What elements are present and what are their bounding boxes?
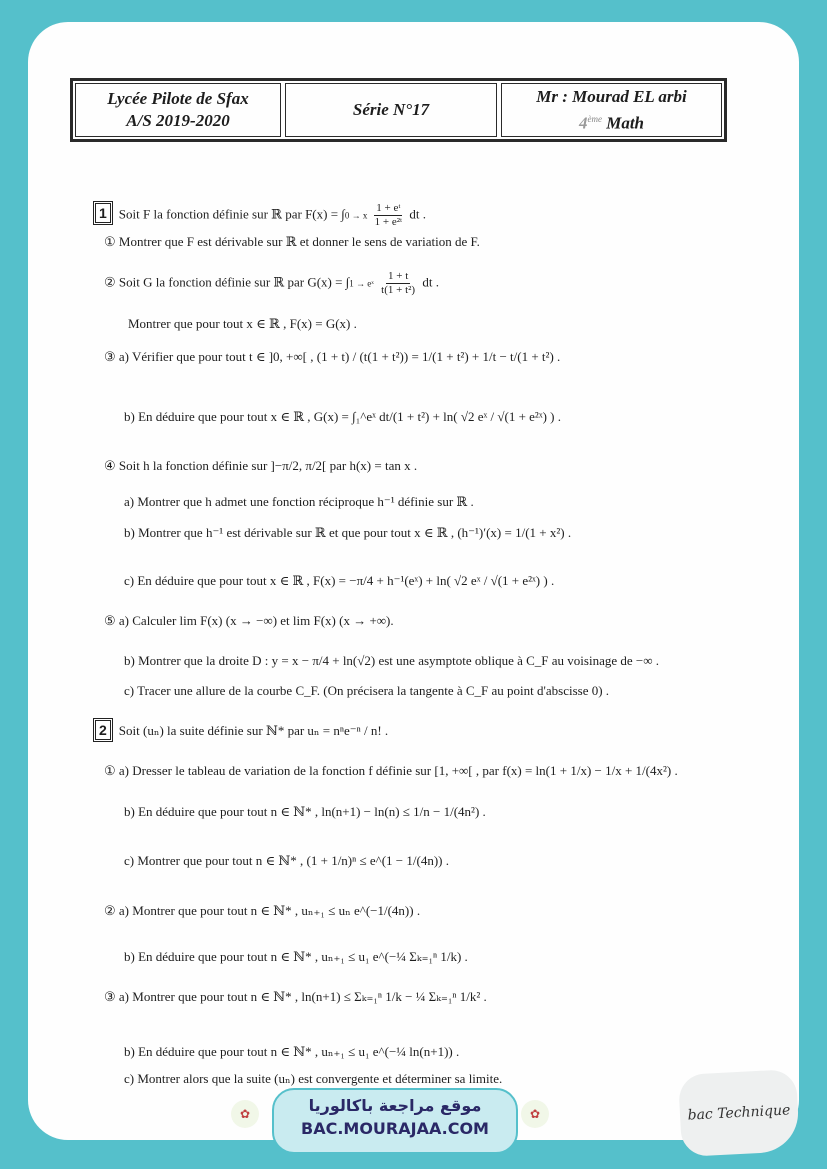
ex1-q4: ④ Soit h la fonction définie sur ]−π/2, π/2[ par h(x) = tan x . bbox=[104, 458, 418, 473]
ex2-q2b: b) En déduire que pour tout n ∈ ℕ* , uₙ₊₁ ≤ u₁ e^(−¼ Σₖ₌₁ⁿ 1/k) . bbox=[124, 949, 468, 964]
ex1-intro: 1 Soit F la fonction définie sur ℝ par F(x) = ∫0 → x $\frac{\text{1 + eᵗ}}{\text{1 + e²ᵗ}}$ dt . bbox=[95, 202, 426, 229]
ex1-q4b: b) Montrer que h⁻¹ est dérivable sur ℝ et que pour tout x ∈ ℝ , (h⁻¹)′(x) = 1/(1 + x²) . bbox=[124, 525, 572, 540]
header-teacher-cell bbox=[501, 83, 722, 137]
ex1-q4a: a) Montrer que h admet une fonction réciproque h⁻¹ définie sur ℝ . bbox=[124, 494, 474, 509]
site-logo-left-icon: ✿ bbox=[231, 1100, 259, 1128]
ex2-q3a: ③ a) Montrer que pour tout n ∈ ℕ* , ln(n+1) ≤ Σₖ₌₁ⁿ 1/k − ¼ Σₖ₌₁ⁿ 1/k² . bbox=[104, 989, 487, 1004]
site-badge[interactable] bbox=[272, 1088, 518, 1154]
ex2-q3b: b) En déduire que pour tout n ∈ ℕ* , uₙ₊₁ ≤ u₁ e^(−¼ ln(n+1)) . bbox=[124, 1044, 460, 1059]
ex1-q2-fraction: $\frac{1 + t}{\text{t(1 + t²)}}$ bbox=[381, 270, 416, 296]
ex1-q5a: ⑤ a) Calculer lim F(x) (x → −∞) et lim F(x) (x → +∞). bbox=[104, 613, 394, 628]
ex2-number: 2 bbox=[95, 720, 111, 740]
ex1-q5b: b) Montrer que la droite D : y = x − π/4 + ln(√2) est une asymptote oblique à C_F au voisinage de −∞ . bbox=[124, 653, 659, 668]
ex1-q2-def: ② Soit G la fonction définie sur ℝ par G(x) = ∫1 → eˣ $\frac{1 + t}{\text{t(1 + t²)}}$ dt . bbox=[104, 270, 439, 296]
teacher-name: Mr : Mourad EL arbi bbox=[536, 86, 687, 106]
school-year: A/S 2019-2020 bbox=[126, 111, 230, 130]
header-series-cell bbox=[285, 83, 497, 137]
header-school-cell bbox=[75, 83, 281, 137]
header-table bbox=[70, 78, 727, 142]
ex2-q1a: ① a) Dresser le tableau de variation de la fonction f définie sur [1, +∞[ , par f(x) = ln(1 + 1/x) − 1/x + 1/(4x²) . bbox=[104, 763, 678, 778]
ex1-q5c: c) Tracer une allure de la courbe C_F. (On précisera la tangente à C_F au point d'abscisse 0) . bbox=[124, 683, 610, 698]
site-logo-right-icon: ✿ bbox=[521, 1100, 549, 1128]
site-name-arabic: موقع مراجعة باكالوريا bbox=[308, 1096, 482, 1115]
ex1-q4c: c) En déduire que pour tout x ∈ ℝ , F(x) = −π/4 + h⁻¹(eˣ) + ln( √2 eˣ / √(1 + e²ˣ) ) . bbox=[124, 573, 555, 588]
ex1-q3a: ③ a) Vérifier que pour tout t ∈ ]0, +∞[ , (1 + t) / (t(1 + t²)) = 1/(1 + t²) + 1/t − t/(1 + t²) . bbox=[104, 349, 561, 364]
ex2-q1c: c) Montrer que pour tout n ∈ ℕ* , (1 + 1/n)ⁿ ≤ e^(1 − 1/(4n)) . bbox=[124, 853, 449, 868]
ex1-number: 1 bbox=[95, 203, 111, 223]
ex2-intro: 2 Soit (uₙ) la suite définie sur ℕ* par uₙ = nⁿe⁻ⁿ / n! . bbox=[95, 720, 388, 740]
ex1-q2-show: Montrer que pour tout x ∈ ℝ , F(x) = G(x) . bbox=[128, 316, 357, 331]
ex1-intro-fraction: $\frac{\text{1 + eᵗ}}{\text{1 + e²ᵗ}}$ bbox=[374, 202, 403, 228]
ex2-q1b: b) En déduire que pour tout n ∈ ℕ* , ln(n+1) − ln(n) ≤ 1/n − 1/(4n²) . bbox=[124, 804, 486, 819]
ex1-q1: ① Montrer que F est dérivable sur ℝ et donner le sens de variation de F. bbox=[104, 234, 480, 249]
ex2-q2a: ② a) Montrer que pour tout n ∈ ℕ* , uₙ₊₁ ≤ uₙ e^(−1/(4n)) . bbox=[104, 903, 421, 918]
ex2-q3c: c) Montrer alors que la suite (uₙ) est convergente et déterminer sa limite. bbox=[124, 1071, 503, 1086]
bac-technique-stamp: bac Technique bbox=[678, 1069, 800, 1157]
school-name: Lycée Pilote de Sfax bbox=[107, 89, 249, 108]
class-level: 4ème Math bbox=[578, 113, 645, 133]
site-url[interactable]: BAC.MOURAJAA.COM bbox=[301, 1119, 489, 1138]
series-title: Série N°17 bbox=[352, 100, 430, 119]
ex1-q3b: b) En déduire que pour tout x ∈ ℝ , G(x) = ∫₁^eˣ dt/(1 + t²) + ln( √2 eˣ / √(1 + e²ˣ) ) . bbox=[124, 409, 561, 424]
